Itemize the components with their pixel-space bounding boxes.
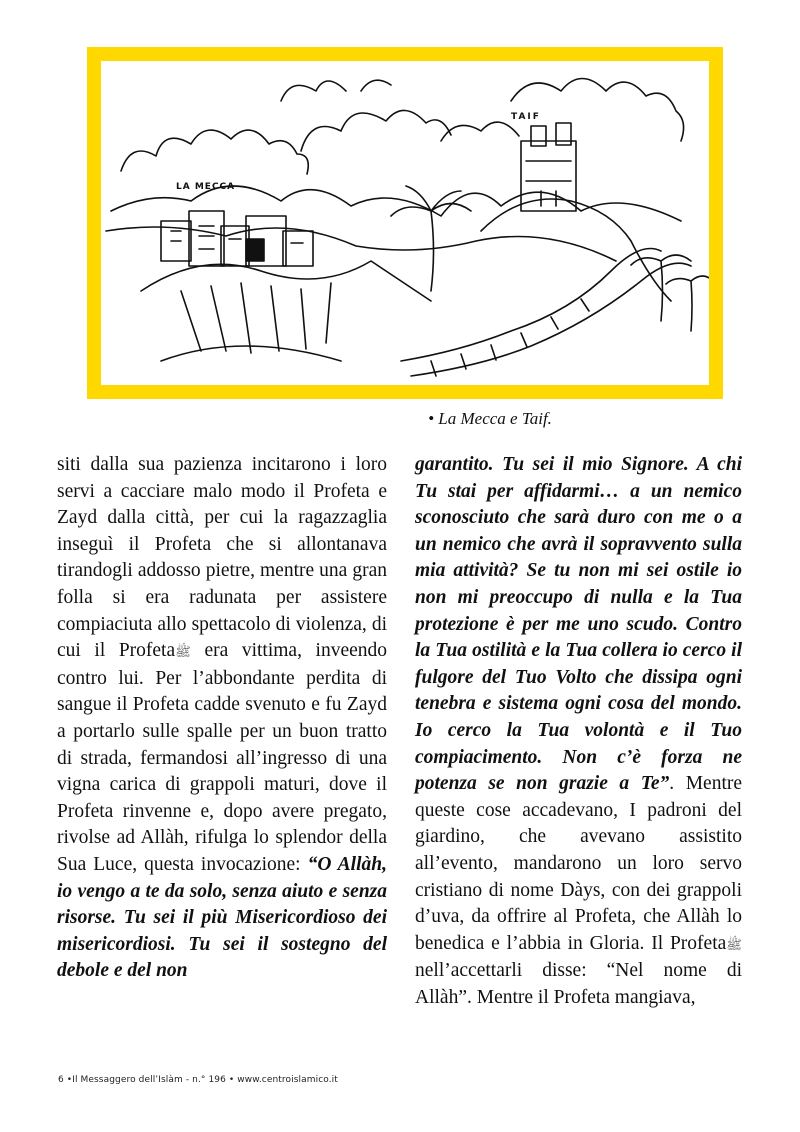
illustration-frame xyxy=(87,47,723,399)
label-la-mecca: LA MECCA xyxy=(176,182,236,192)
right-column xyxy=(415,452,742,1011)
page-footer: 6 •Il Messaggero dell’Islàm - n.° 196 • www.centroislamico.it xyxy=(58,1075,338,1085)
left-text-2: era vittima, inveendo contro lui. Per l’abbondante perdita di sangue il Profeta cadde svenuto e fu Zayd a portarlo sulle spalle per un buon tratto di strada, fermandosi all’ingresso di una vigna carica di grappoli maturi, dove il Profeta rinvenne e, dopo avere pregato, rivolse ad Allàh, rifulga lo splendor della Sua Luce, questa invocazione: xyxy=(57,640,388,875)
mecca-city xyxy=(161,211,313,266)
mecca-taif-drawing xyxy=(101,61,709,385)
clouds-left xyxy=(121,130,308,174)
road xyxy=(401,249,661,362)
left-text-1: siti dalla sua pazienza incitarono i loro servi a cacciare malo modo il Profeta e Zayd dalla città, per cui la ragazzaglia inseguì il Profeta che si allontanava tirandogli addosso pietre, mentre una gran folla si era radunata per assistere compiaciuta allo spettacolo di violenza, di cui il Profeta xyxy=(57,454,387,662)
right-text-2: nell’accettarli disse: “Nel nome di Allàh”. Mentre il Profeta mangiava, xyxy=(415,960,742,1008)
invocation-text-end: garantito. Tu sei il mio Signore. A chi Tu stai per affidarmi… a un nemico sconosciuto che sarà duro con me o a un nemico che avrà il sopravvento sulla mia attività? Se tu non mi sei ostile io non mi preoccupo di nulla e la Tua protezione è per me uno scudo. Contro la Tua ostilità e la Tua collera io cerco il fulgore del Tuo Volto che dissipa ogni tenebra e sistema ogni cosa del mondo. Io cerco la Tua volontà e il Tuo compiacimento. Non c’è forza ne potenza se non grazie a Te” xyxy=(415,454,742,795)
left-paragraph xyxy=(57,452,387,985)
pbuh-symbol: ﷺ xyxy=(726,936,742,952)
label-taif: TAIF xyxy=(511,112,541,122)
pbuh-symbol: ﷺ xyxy=(175,644,191,660)
right-text-1: . Mentre queste cose accadevano, I padroni del giardino, che avevano assistito all’evento, mandarono un loro servo cristiano di nome Dàys, con dei grappoli d’uva, da offrire al Profeta, che Allàh lo benedica e l’abbia in Gloria. Il Profeta xyxy=(415,773,743,954)
left-column xyxy=(57,452,387,985)
clouds-center xyxy=(301,110,451,151)
clouds-mid xyxy=(441,122,519,141)
invocation-text-start: “O Allàh, io vengo a te da solo, senza aiuto e senza risorse. Tu sei il più Misericordioso dei misericordiosi. Tu sei il sostegno del debole e del non xyxy=(57,853,387,982)
right-paragraph xyxy=(415,452,742,1011)
taif-fortress xyxy=(521,123,576,211)
clouds-right xyxy=(511,79,684,142)
palm-trees xyxy=(391,186,709,331)
figure-caption: • La Mecca e Taif. xyxy=(428,409,552,428)
